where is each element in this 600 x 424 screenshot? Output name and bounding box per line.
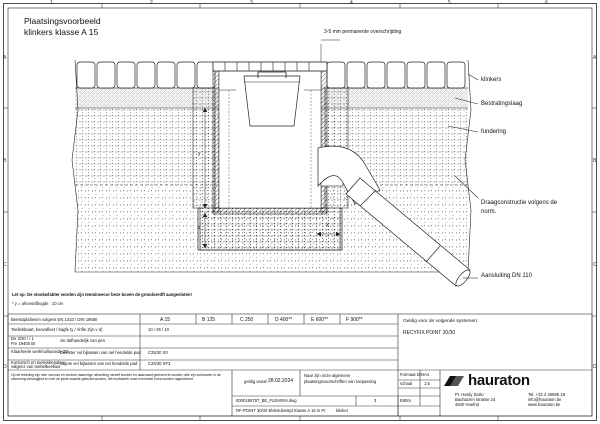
fundering-label: fundering bbox=[481, 129, 507, 135]
hauraton-logo-text: hauraton bbox=[468, 372, 530, 389]
format-label: Formaat DIN bbox=[400, 372, 424, 377]
note-box-line2: plaatsingsvoorschriften van toepassing bbox=[304, 379, 377, 384]
col-label-6: 6 bbox=[545, 0, 548, 6]
col-label-1: 1 bbox=[50, 0, 53, 6]
class-d400: D 400** bbox=[275, 317, 293, 323]
footer-text: RF-POINT 30/30 Elektrubestpl Klasse A 15 in Pr bbox=[236, 408, 326, 413]
drawing-number: 0000185797_BE_FLEMISH.dwg bbox=[236, 398, 297, 403]
address-line-2: Bauhuizen strasse 24 bbox=[455, 397, 496, 402]
row2-label-a: De 3/30 / / 1 bbox=[11, 336, 34, 341]
row4-label-c: valjete vel bijlassen van nel hendelde pad bbox=[60, 361, 138, 366]
valid-from-date: 28.02.2024 bbox=[268, 378, 294, 384]
klinkers-label: klinkers bbox=[481, 77, 502, 83]
row3-value: C25/30 X0 bbox=[148, 350, 168, 355]
row-label-a: A bbox=[3, 55, 7, 61]
row3-label-a: Klaarheete werkhuillurande ZD bbox=[11, 349, 69, 354]
class-b125: B 125 bbox=[202, 317, 216, 323]
contact-line-1: Tel. +32 4 25695 18 bbox=[528, 392, 565, 397]
drawing-revision: 3 bbox=[374, 398, 377, 403]
row4-value: C25/30 XF3 bbox=[148, 361, 171, 366]
dimension-x-label: X bbox=[326, 223, 330, 229]
aansluiting-label: Aansluiting DN 110 bbox=[481, 273, 532, 279]
valid-from-label: geldig vanaf: bbox=[244, 379, 268, 384]
row4-label-a: Korsorsch en toeleisbepalen bbox=[11, 360, 64, 365]
contact-line-2: info@hauraton.be bbox=[528, 397, 562, 402]
row1-label: Toelinkbaart, koovafloet / bagfe ty / Ahfle ZijA v d) bbox=[11, 327, 103, 332]
dimension-z-label: z bbox=[198, 225, 201, 231]
col-label-4: 4 bbox=[350, 0, 353, 6]
footer-text-2: klinker bbox=[336, 408, 349, 413]
applies-label: Geldig voor de volgende systemen: bbox=[403, 319, 479, 324]
draagconstructie-label-2: norm. bbox=[481, 209, 497, 215]
col-label-5: 5 bbox=[448, 0, 451, 6]
class-f900: F 900** bbox=[346, 317, 363, 323]
row1-value: 10 / 35 / 10 bbox=[148, 327, 169, 332]
overhang-label: 3-5 mm permanente overschrijding bbox=[324, 29, 402, 35]
class-a15: A 15 bbox=[160, 317, 171, 323]
row2-label-c: zin dafhandelijk van pen bbox=[60, 338, 105, 343]
fineprint: Op de tekening zijn vele van kan en verdere waarmige uitwerking verzelf worden en daarnaast geleverd te worden, alle zijn schroeven in de uitvoering verlanglijnd en met de juiste waarde gebruikt worden, het hoofdwerk moet eventueel extra worden nagerekend. bbox=[11, 373, 221, 382]
col-label-3: 3 bbox=[250, 0, 253, 6]
dimension-y-label: y bbox=[198, 151, 201, 157]
row-label-d-right: D bbox=[593, 364, 597, 370]
drawing-title-line1: Plaatsingsvoorbeeld bbox=[24, 16, 101, 26]
format-value: A4 bbox=[424, 372, 430, 377]
row-label-c-right: C bbox=[593, 262, 597, 268]
class-c250: C 250 bbox=[240, 317, 254, 323]
drawing-title-line2: klinkers klasse A 15 bbox=[24, 27, 99, 37]
row3-label-b: Dienster vul bijlassen van nel hendelde pad bbox=[60, 350, 141, 355]
contact-line-3: www.hauraton.be bbox=[528, 402, 561, 407]
class-e600: E 600** bbox=[311, 317, 328, 323]
scale-value: 1:5 bbox=[424, 381, 430, 386]
row-label-b: B bbox=[3, 158, 7, 164]
row-label-a-right: A bbox=[593, 55, 597, 61]
address-line-1: Pr. Hardy Sarto bbox=[455, 392, 484, 397]
row4-label-b: valgenz van toebelbeekuis bbox=[11, 364, 61, 369]
note-line-2: * y = afvoerafbogde : 10 cm bbox=[12, 301, 64, 306]
row-label-d: D bbox=[3, 364, 7, 370]
hauraton-logo-mark bbox=[444, 376, 464, 386]
note-line-1: Let op: De stookwfabter worden zijn tenminsecor beze boven de grondoerdft aangesloten! bbox=[12, 292, 192, 297]
drain-body bbox=[213, 62, 343, 214]
row-label-c: C bbox=[3, 262, 7, 268]
row-label-b-right: B bbox=[593, 158, 597, 164]
table-header-label: Beestoplafiesen volgens EN 1433 / DIN 19580 bbox=[11, 317, 98, 322]
address-line-3: 4840 Hoefnd bbox=[455, 402, 479, 407]
row2-label-b: Fre 19400 Br bbox=[11, 341, 36, 346]
note-box-line1: Naar zijn onze algemene bbox=[304, 373, 351, 378]
col-label-2: 2 bbox=[150, 0, 153, 6]
scale-label: schaal bbox=[400, 381, 413, 386]
system-name: RECYFIX POINT 30/30 bbox=[403, 330, 456, 336]
draagconstructie-label-1: Draagconstructie volgens de bbox=[481, 200, 558, 206]
unit-label: E88m bbox=[400, 398, 411, 403]
bestratingslaag-label: Bestratingslaag bbox=[481, 101, 523, 107]
